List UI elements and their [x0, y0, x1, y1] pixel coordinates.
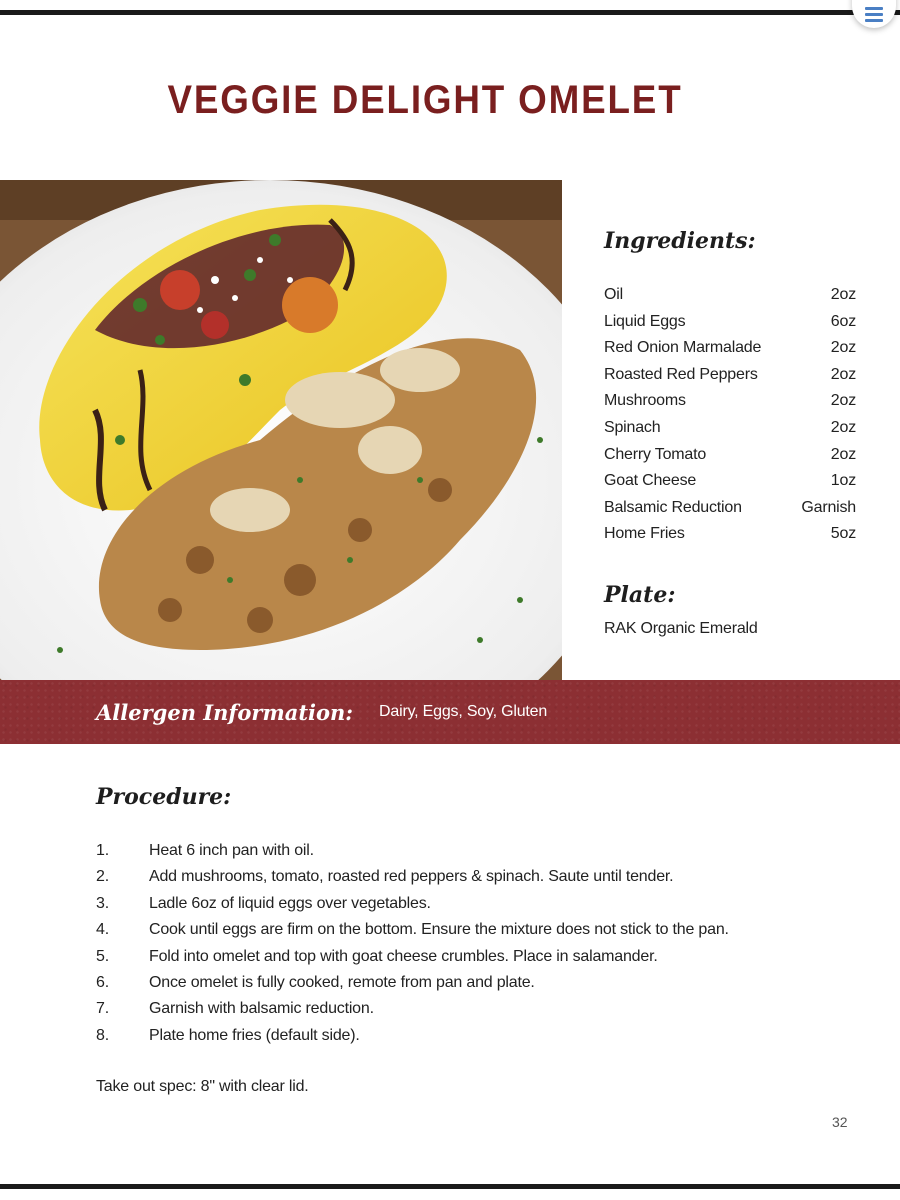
- step-text: Garnish with balsamic reduction.: [149, 1000, 374, 1018]
- step-number: 1.: [96, 842, 109, 859]
- procedure-step: [96, 944, 836, 970]
- ingredient-amount: 5oz: [830, 525, 856, 543]
- ingredient-row: [604, 468, 856, 495]
- ingredient-name: Oil: [604, 286, 623, 303]
- ingredient-row: [604, 388, 856, 415]
- step-number: 3.: [96, 894, 109, 912]
- ingredient-amount: 2oz: [830, 365, 856, 383]
- ingredient-name: Cherry Tomato: [604, 445, 707, 463]
- plate-value: RAK Organic Emerald: [604, 620, 758, 637]
- ingredient-row: [604, 362, 856, 389]
- ingredient-amount: 6oz: [830, 312, 856, 330]
- step-text: Plate home fries (default side).: [149, 1026, 360, 1044]
- plate-heading: Plate:: [604, 582, 676, 608]
- step-text: Add mushrooms, tomato, roasted red peppers & spinach. Saute until tender.: [149, 868, 674, 886]
- ingredients-heading: Ingredients:: [604, 228, 756, 254]
- ingredient-amount: 2oz: [830, 392, 856, 410]
- step-number: 6.: [96, 974, 109, 992]
- ingredient-row: [604, 521, 856, 548]
- step-number: 5.: [96, 947, 109, 965]
- step-number: 4.: [96, 921, 109, 939]
- allergen-label: Allergen Information:: [96, 699, 354, 725]
- step-number: 8.: [96, 1026, 109, 1044]
- hamburger-menu-icon: [865, 0, 883, 25]
- ingredient-name: Home Fries: [604, 525, 685, 543]
- step-text: Once omelet is fully cooked, remote from pan and plate.: [149, 974, 535, 992]
- allergen-value: Dairy, Eggs, Soy, Gluten: [379, 703, 548, 720]
- procedure-step: [96, 838, 836, 864]
- ingredient-amount: 2oz: [830, 286, 856, 303]
- step-number: 2.: [96, 868, 109, 886]
- step-text: Heat 6 inch pan with oil.: [149, 842, 314, 859]
- page-title: VEGGIE DELIGHT OMELET: [167, 78, 683, 122]
- ingredient-row: [604, 415, 856, 442]
- ingredient-amount: 2oz: [830, 418, 856, 436]
- ingredient-row: [604, 309, 856, 336]
- ingredient-row: [604, 495, 856, 522]
- omelet-photo: [0, 180, 562, 680]
- menu-button[interactable]: [852, 0, 896, 28]
- plate-section: [604, 582, 856, 638]
- top-rule: [0, 10, 900, 15]
- bottom-rule: [0, 1184, 900, 1189]
- omelet-photo-illustration: [0, 180, 562, 680]
- ingredient-name: Goat Cheese: [604, 472, 697, 490]
- step-number: 7.: [96, 1000, 109, 1018]
- procedure-heading: Procedure:: [96, 784, 232, 810]
- ingredient-name: Red Onion Marmalade: [604, 339, 762, 357]
- ingredient-name: Roasted Red Peppers: [604, 365, 758, 383]
- ingredient-row: [604, 442, 856, 469]
- ingredient-amount: 1oz: [830, 472, 856, 490]
- ingredients-list: [604, 282, 856, 548]
- ingredient-amount: Garnish: [801, 498, 856, 516]
- procedure-step: [96, 917, 836, 943]
- ingredient-name: Liquid Eggs: [604, 312, 686, 330]
- allergen-banner: [0, 680, 900, 744]
- procedure-step: [96, 864, 836, 890]
- step-text: Cook until eggs are firm on the bottom. Ensure the mixture does not stick to the pan.: [149, 921, 729, 939]
- procedure-step: [96, 970, 836, 996]
- procedure-step: [96, 996, 836, 1022]
- ingredients-section: [604, 228, 856, 548]
- ingredient-name: Balsamic Reduction: [604, 498, 742, 516]
- procedure-step: [96, 1023, 836, 1049]
- ingredient-name: Spinach: [604, 418, 661, 436]
- ingredient-name: Mushrooms: [604, 392, 686, 410]
- takeout-spec: Take out spec: 8" with clear lid.: [96, 1078, 309, 1095]
- ingredient-row: [604, 282, 856, 309]
- page-number: 32: [832, 1114, 848, 1130]
- ingredient-amount: 2oz: [830, 339, 856, 357]
- procedure-steps: [96, 838, 836, 1049]
- ingredient-amount: 2oz: [830, 445, 856, 463]
- procedure-section: [96, 784, 836, 1049]
- ingredient-row: [604, 335, 856, 362]
- procedure-step: [96, 891, 836, 917]
- step-text: Ladle 6oz of liquid eggs over vegetables.: [149, 894, 431, 912]
- step-text: Fold into omelet and top with goat cheese crumbles. Place in salamander.: [149, 947, 658, 965]
